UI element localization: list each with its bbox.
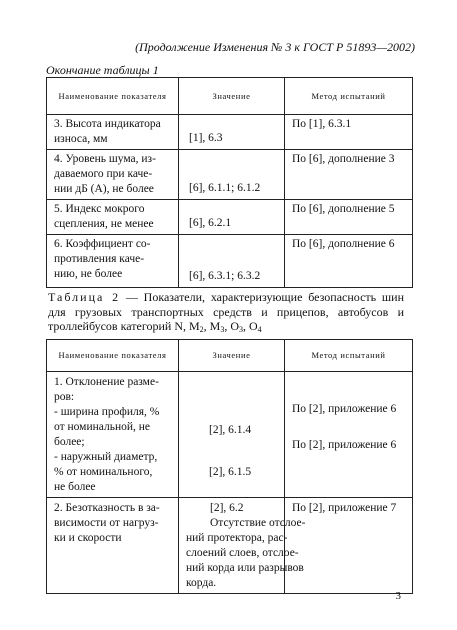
header-value: Значение [179, 78, 285, 115]
table-continuation-label: Окончание таблицы 1 [46, 63, 159, 77]
table-row [47, 150, 413, 200]
document-header: (Продолжение Изменения № 3 к ГОСТ Р 51893—2002) [135, 40, 415, 54]
vehicle-category: $O_3$ [230, 319, 243, 334]
table-row [47, 372, 413, 498]
table-2-caption-text: — Показатели, характеризующие безопасность шин для грузовых транспортных средств и прицепов, автобусов и троллейбусов категорий [48, 290, 404, 333]
table-2 [46, 339, 413, 594]
table-2-label: Таблица 2 [48, 290, 121, 304]
table-2-caption: Таблица 2 — Показатели, характеризующие безопасность шин для грузовых транспортных средств и прицепов, автобусов и троллейбусов категорий N, $M_2$, $M_3$, $O_3$, $O_4$ [48, 290, 404, 334]
value-cell: [6], 6.1.1; 6.1.2 [179, 150, 285, 200]
header-method: Метод испытаний [285, 78, 413, 115]
table-row [47, 235, 413, 288]
method-diameter: По [2], приложение 6 [292, 439, 397, 451]
header-indicator: Наименование показателя [47, 340, 179, 372]
table-header-row [47, 78, 413, 115]
table-row [47, 498, 413, 594]
value-width: [2], 6.1.4 [209, 424, 252, 436]
method-cell: По [6], дополнение 3 [285, 150, 413, 200]
header-method: Метод испытаний [285, 340, 413, 372]
table-row [47, 200, 413, 235]
value-cell: [6], 6.2.1 [179, 200, 285, 235]
page-number: 3 [395, 590, 401, 602]
value-cell: [2], 6.2 Отсутствие отслое- ний протектора, рас- слоений слоев, отслое- ний корда или разрывов корда. [179, 498, 285, 594]
method-cell: По [2], приложение 7 [285, 498, 413, 594]
value-ref: [2], 6.2 [210, 502, 244, 514]
indicator-cell: 4. Уровень шума, из- даваемого при каче- нии дБ (А), не более [47, 150, 179, 200]
header-indicator: Наименование показателя [47, 78, 179, 115]
indicator-cell: 5. Индекс мокрого сцепления, не менее [47, 200, 179, 235]
method-cell: По [6], дополнение 6 [285, 235, 413, 288]
indicator-cell: 1. Отклонение разме- ров: - ширина профиля, % от номинальной, не более; - наружный диаметр, % от номинального, не более [47, 372, 179, 498]
indicator-cell: 3. Высота индикатора износа, мм [47, 115, 179, 150]
vehicle-category: N [174, 319, 183, 333]
vehicle-category: $O_4$ [249, 319, 262, 334]
table-header-row [47, 340, 413, 372]
indicator-cell: 6. Коэффициент со- противления каче- нию, не более [47, 235, 179, 288]
vehicle-category: $M_3$ [209, 319, 225, 334]
value-cell: [6], 6.3.1; 6.3.2 [179, 235, 285, 288]
value-cell: [1], 6.3 [179, 115, 285, 150]
value-diameter: [2], 6.1.5 [209, 466, 252, 478]
method-width: По [2], приложение 6 [292, 403, 397, 415]
table-1 [46, 77, 413, 288]
method-cell: По [1], 6.3.1 [285, 115, 413, 150]
method-cell: По [6], дополнение 5 [285, 200, 413, 235]
method-cell [285, 372, 413, 498]
header-value: Значение [179, 340, 285, 372]
value-cell [179, 372, 285, 498]
table-row [47, 115, 413, 150]
indicator-cell: 2. Безотказность в за- висимости от нагруз- ки и скорости [47, 498, 179, 594]
vehicle-category: $M_2$ [188, 319, 204, 334]
